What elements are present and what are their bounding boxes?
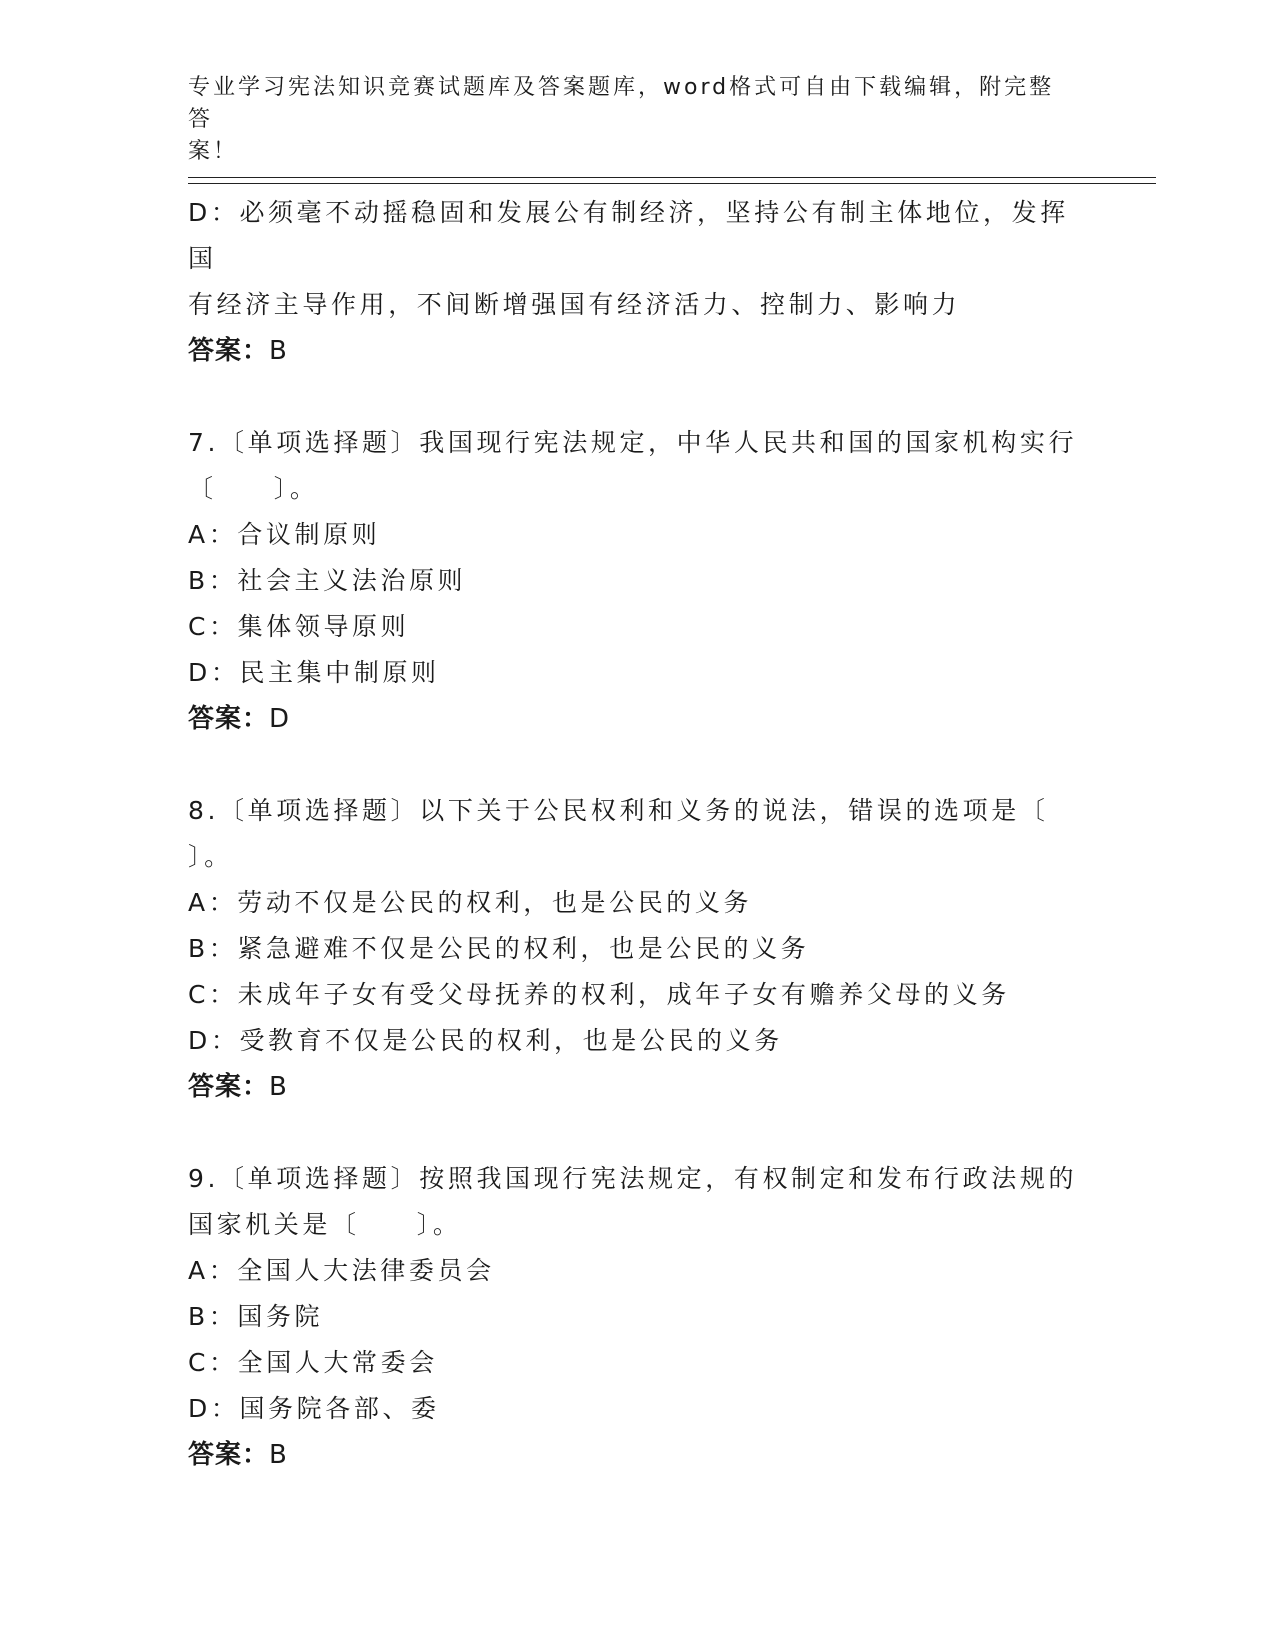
document-body <box>188 190 1088 1478</box>
continued-question <box>188 190 1088 374</box>
answer-label: 答案： <box>188 1072 270 1102</box>
option-c: C：未成年子女有受父母抚养的权利，成年子女有赡养父母的义务 <box>188 980 1010 1009</box>
spacer <box>188 742 1088 788</box>
question-stem-line-1: 8.〔单项选择题〕以下关于公民权利和义务的说法，错误的选项是〔 <box>188 796 1049 825</box>
option-c: C：集体领导原则 <box>188 612 410 641</box>
header-divider-top <box>188 177 1156 178</box>
answer-label: 答案： <box>188 336 270 366</box>
question-stem-line-2: 〕。 <box>188 842 233 871</box>
page-header <box>188 72 1068 168</box>
option-d: D：民主集中制原则 <box>188 658 440 687</box>
option-b: B：紧急避难不仅是公民的权利，也是公民的义务 <box>188 934 810 963</box>
answer-label: 答案： <box>188 1440 270 1470</box>
option-d-line-1: D：必须毫不动摇稳固和发展公有制经济，坚持公有制主体地位，发挥国 <box>188 198 1069 273</box>
option-b: B：国务院 <box>188 1302 324 1331</box>
header-line-2: 案！ <box>188 139 239 164</box>
spacer <box>188 374 1088 420</box>
answer-value: D <box>269 704 291 734</box>
answer-value: B <box>269 1440 288 1470</box>
question-7 <box>188 420 1088 742</box>
answer-label: 答案： <box>188 704 270 734</box>
question-stem-line-2: 〔 〕。 <box>188 474 319 503</box>
answer-line <box>188 1064 1088 1110</box>
question-9 <box>188 1156 1088 1478</box>
question-stem-line-2: 国家机关是〔 〕。 <box>188 1210 462 1239</box>
header-line-1: 专业学习宪法知识竞赛试题库及答案题库，word格式可自由下载编辑，附完整答 <box>188 75 1055 132</box>
option-d: D：受教育不仅是公民的权利，也是公民的义务 <box>188 1026 783 1055</box>
answer-value: B <box>269 336 288 366</box>
option-a: A：全国人大法律委员会 <box>188 1256 495 1285</box>
option-b: B：社会主义法治原则 <box>188 566 467 595</box>
answer-line <box>188 696 1088 742</box>
answer-value: B <box>269 1072 288 1102</box>
option-d: D：国务院各部、委 <box>188 1394 440 1423</box>
option-a: A：合议制原则 <box>188 520 381 549</box>
spacer <box>188 1110 1088 1156</box>
question-stem-line-1: 9.〔单项选择题〕按照我国现行宪法规定，有权制定和发布行政法规的 <box>188 1164 1078 1193</box>
question-8 <box>188 788 1088 1110</box>
answer-line <box>188 1432 1088 1478</box>
option-a: A：劳动不仅是公民的权利，也是公民的义务 <box>188 888 753 917</box>
question-stem-line-1: 7.〔单项选择题〕我国现行宪法规定，中华人民共和国的国家机构实行 <box>188 428 1078 457</box>
option-d-line-2: 有经济主导作用，不间断增强国有经济活力、控制力、影响力 <box>188 290 961 319</box>
option-c: C：全国人大常委会 <box>188 1348 438 1377</box>
answer-line <box>188 328 1088 374</box>
header-divider-bottom <box>188 183 1156 184</box>
